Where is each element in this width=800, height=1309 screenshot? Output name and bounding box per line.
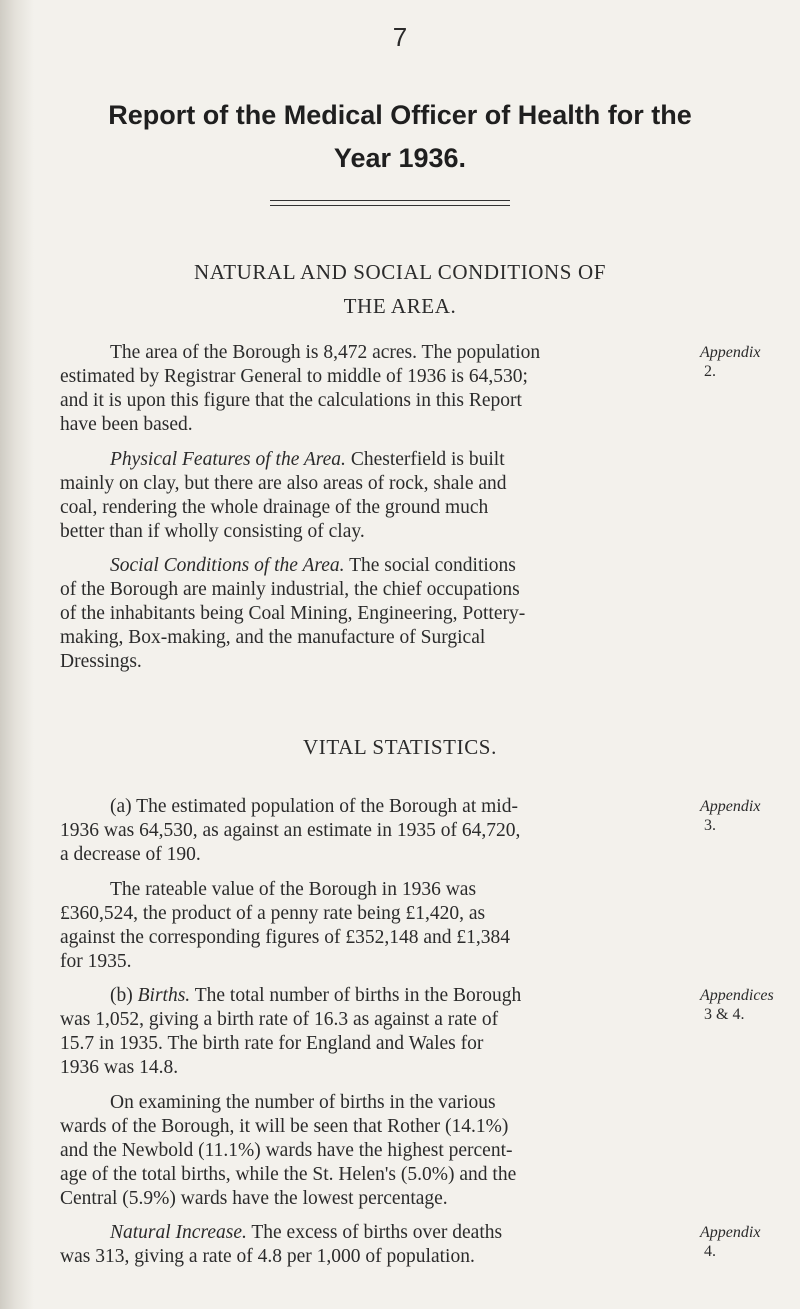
- paragraph-lead: Natural Increase.: [110, 1222, 247, 1243]
- text-line: Central (5.9%) wards have the lowest percentage.: [60, 1188, 448, 1209]
- text-line: [60, 984, 640, 1008]
- text-line: age of the total births, while the St. Helen's (5.0%) and the: [60, 1164, 517, 1185]
- text-line: 1936 was 64,530, as against an estimate in 1935 of 64,720,: [60, 820, 521, 841]
- text-line: 15.7 in 1935. The birth rate for England and Wales for: [60, 1033, 484, 1054]
- paragraph-area-population: [60, 341, 640, 437]
- text-run: Chesterfield is built: [345, 449, 505, 470]
- margin-note-ref: 4.: [704, 1243, 716, 1260]
- title-divider-top: [270, 200, 510, 201]
- margin-note-appendices-3-4: [700, 986, 800, 1024]
- text-line: wards of the Borough, it will be seen that Rother (14.1%): [60, 1116, 509, 1137]
- margin-note-appendix-4: [700, 1223, 800, 1261]
- text-line: of the inhabitants being Coal Mining, Engineering, Pottery-: [60, 603, 526, 624]
- margin-note-label: Appendices: [700, 987, 774, 1004]
- paragraph-natural-increase: [60, 1221, 640, 1269]
- text-run: The excess of births over deaths: [246, 1222, 503, 1243]
- paragraph-births: [60, 984, 640, 1080]
- text-line: [60, 448, 640, 472]
- text-line: [60, 1221, 640, 1245]
- section-heading-natural-social: [0, 255, 800, 323]
- text-line: On examining the number of births in the various: [110, 1092, 496, 1113]
- text-line: making, Box-making, and the manufacture of Surgical: [60, 627, 486, 648]
- title-line-1: Report of the Medical Officer of Health for the: [108, 100, 692, 130]
- margin-note-label: Appendix: [700, 1224, 761, 1241]
- paragraph-rateable-value: [60, 878, 640, 974]
- scan-edge-shadow: [0, 0, 34, 1309]
- text-run: The total number of births in the Borough: [190, 985, 522, 1006]
- text-line: The rateable value of the Borough in 1936 was: [110, 879, 477, 900]
- margin-note-appendix-3: [700, 797, 800, 835]
- section-heading-vital-statistics: VITAL STATISTICS.: [303, 735, 497, 759]
- margin-note-ref: 2.: [704, 363, 716, 380]
- text-line: [60, 554, 640, 578]
- margin-note-ref: 3 & 4.: [704, 1006, 745, 1023]
- text-line: coal, rendering the whole drainage of the ground much: [60, 497, 489, 518]
- text-line: for 1935.: [60, 951, 132, 972]
- text-line: mainly on clay, but there are also areas of rock, shale and: [60, 473, 507, 494]
- heading-line-1: NATURAL AND SOCIAL CONDITIONS OF: [194, 260, 606, 284]
- text-line: The area of the Borough is 8,472 acres. The population: [110, 342, 541, 363]
- page-title: [0, 94, 800, 180]
- text-line: against the corresponding figures of £352,148 and £1,384: [60, 927, 511, 948]
- text-line: was 1,052, giving a birth rate of 16.3 as against a rate of: [60, 1009, 499, 1030]
- paragraph-lead: Births.: [137, 985, 191, 1006]
- text-line: and it is upon this figure that the calculations in this Report: [60, 390, 522, 411]
- text-line: and the Newbold (11.1%) wards have the highest percent-: [60, 1140, 513, 1161]
- title-line-2: Year 1936.: [333, 143, 467, 173]
- title-divider-bottom: [270, 205, 510, 206]
- text-run: The social conditions: [344, 555, 516, 576]
- text-line: have been based.: [60, 414, 193, 435]
- paragraph-ward-births: [60, 1091, 640, 1211]
- text-run: (b): [110, 985, 138, 1006]
- page-number: 7: [392, 22, 408, 52]
- text-line: 1936 was 14.8.: [60, 1057, 179, 1078]
- text-line: was 313, giving a rate of 4.8 per 1,000 of population.: [60, 1246, 475, 1267]
- text-line: estimated by Registrar General to middle of 1936 is 64,530;: [60, 366, 528, 387]
- paragraph-lead: Social Conditions of the Area.: [110, 555, 345, 576]
- paragraph-lead: Physical Features of the Area.: [110, 449, 346, 470]
- margin-note-label: Appendix: [700, 798, 761, 815]
- margin-note-label: Appendix: [700, 344, 761, 361]
- margin-note-appendix-2: [700, 343, 800, 381]
- text-line: £360,524, the product of a penny rate being £1,420, as: [60, 903, 486, 924]
- heading-line-2: THE AREA.: [343, 294, 457, 318]
- text-line: (a) The estimated population of the Borough at mid-: [110, 796, 518, 817]
- paragraph-social-conditions: [60, 554, 640, 674]
- text-line: a decrease of 190.: [60, 844, 201, 865]
- text-line: better than if wholly consisting of clay.: [60, 521, 365, 542]
- margin-note-ref: 3.: [704, 817, 716, 834]
- text-line: Dressings.: [60, 651, 142, 672]
- paragraph-estimated-population: [60, 795, 640, 867]
- paragraph-physical-features: [60, 448, 640, 544]
- text-line: of the Borough are mainly industrial, the chief occupations: [60, 579, 520, 600]
